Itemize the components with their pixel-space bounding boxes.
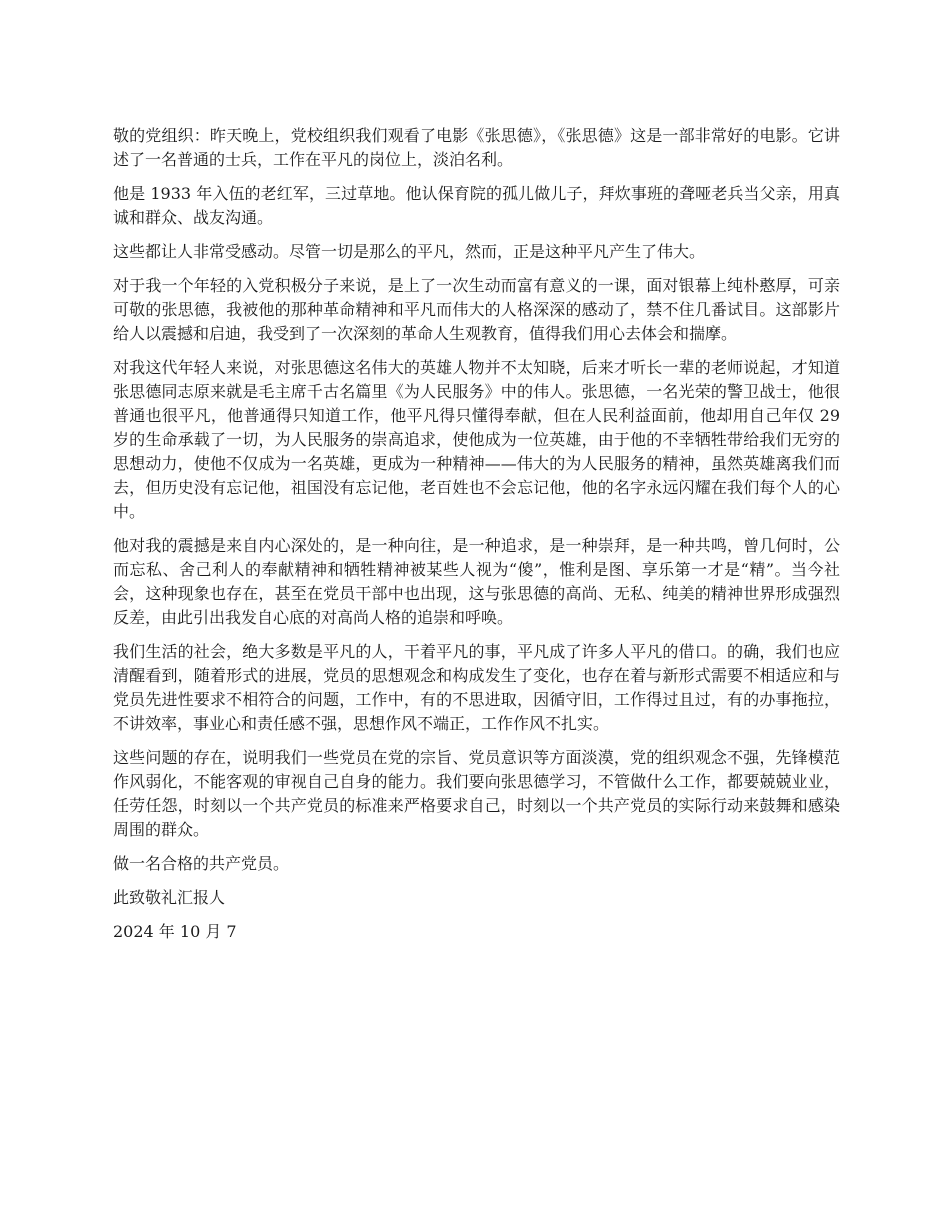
paragraph-7: 我们生活的社会，绝大多数是平凡的人，干着平凡的事，平凡成了许多人平凡的借口。的确，我们也应清醒看到，随着形式的进展，党员的思想观念和构成发生了变化，也存在着与新形式需要不相适应和与党员先进性要求不相符合的问题，工作中，有的不思进取，因循守旧，工作得过且过，有的办事拖拉，不讲效率，事业心和责任感不强，思想作风不端正，工作作风不扎实。 xyxy=(113,642,840,733)
paragraph-4: 对于我一个年轻的入党积极分子来说，是上了一次生动而富有意义的一课，面对银幕上纯朴憨厚，可亲可敬的张思德，我被他的那种革命精神和平凡而伟大的人格深深的感动了，禁不住几番试目。这部影片给人以震撼和启迪，我受到了一次深刻的革命人生观教育，值得我们用心去体会和揣摩。 xyxy=(113,276,840,343)
paragraph-6: 他对我的震撼是来自内心深处的，是一种向往，是一种追求，是一种崇拜，是一种共鸣，曾几何时，公而忘私、舍己利人的奉献精神和牺牲精神被某些人视为“傻”，惟利是图、享乐第一才是“精”。当今社会，这种现象也存在，甚至在党员干部中也出现，这与张思德的高尚、无私、纯美的精神世界形成强烈反差，由此引出我发自心底的对高尚人格的追崇和呼唤。 xyxy=(113,536,840,627)
closing-statement: 做一名合格的共产党员。 xyxy=(113,854,290,873)
paragraph-8: 这些问题的存在，说明我们一些党员在党的宗旨、党员意识等方面淡漠，党的组织观念不强，先锋模范作风弱化，不能客观的审视自己自身的能力。我们要向张思德学习，不管做什么工作，都要兢兢业业，任劳任怨，时刻以一个共产党员的标准来严格要求自己，时刻以一个共产党员的实际行动来鼓舞和感染周围的群众。 xyxy=(113,748,840,839)
salutation: 此致敬礼汇报人 xyxy=(113,888,226,907)
date: 2024 年 10 月 7 xyxy=(113,922,237,941)
paragraph-3: 这些都让人非常受感动。尽管一切是那么的平凡，然而，正是这种平凡产生了伟大。 xyxy=(113,242,706,261)
paragraph-5: 对我这代年轻人来说，对张思德这名伟大的英雄人物并不太知晓，后来才听长一辈的老师说起，才知道张思德同志原来就是毛主席千古名篇里《为人民服务》中的伟人。张思德，一名光荣的警卫战士，他很普通也很平凡，他普通得只知道工作，他平凡得只懂得奉献，但在人民利益面前，他却用自己年仅 29 岁的生命承载了一切，为人民服务的崇高追求，使他成为一位英雄，由于他的不幸牺牲带给我们无穷的思想动力，使他不仅成为一名英雄，更成为一种精神——伟大的为人民服务的精神，虽然英雄离我们而去，但历史没有忘记他，祖国没有忘记他，老百姓也不会忘记他，他的名字永远闪耀在我们每个人的心中。 xyxy=(113,358,840,521)
document-body xyxy=(113,124,840,954)
paragraph-1: 敬的党组织：昨天晚上，党校组织我们观看了电影《张思德》，《张思德》这是一部非常好的电影。它讲述了一名普通的士兵，工作在平凡的岗位上，淡泊名利。 xyxy=(113,126,840,169)
paragraph-2: 他是 1933 年入伍的老红军，三过草地。他认保育院的孤儿做儿子，拜炊事班的聋哑老兵当父亲，用真诚和群众、战友沟通。 xyxy=(113,184,840,227)
